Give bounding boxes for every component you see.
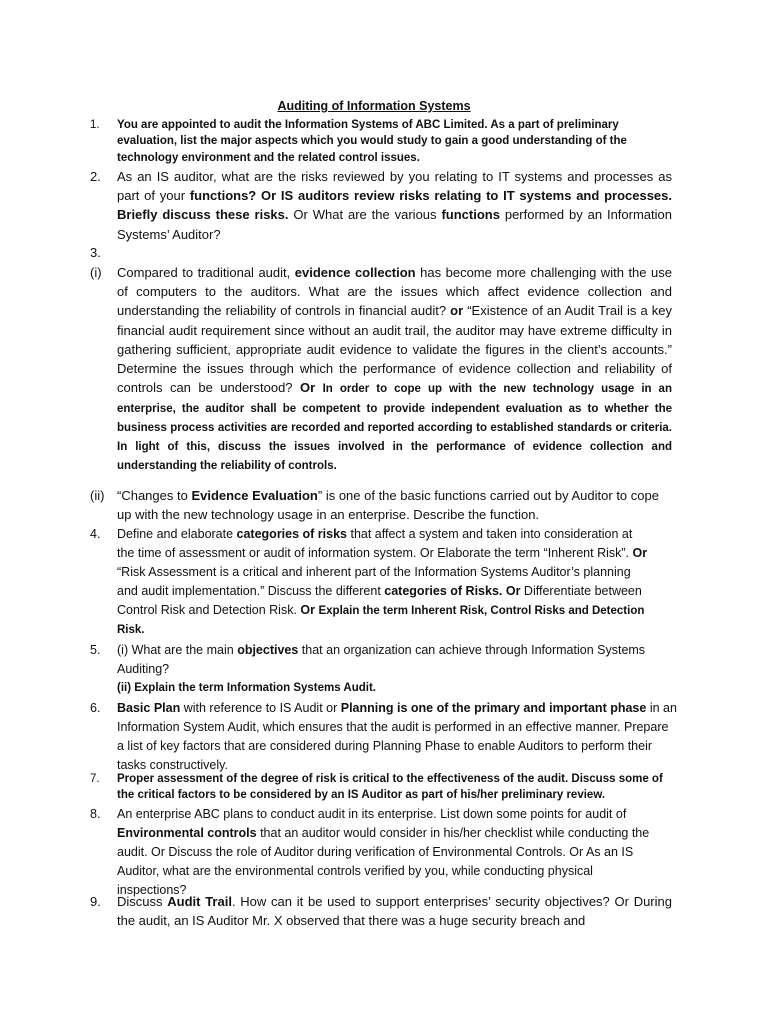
question-number: 5. [90, 643, 101, 657]
question-number: 9. [90, 894, 101, 909]
question-text: As an IS auditor, what are the risks reviewed by you relating to IT systems and processes as part of your functions? Or IS auditors review risks relating to IT systems and processes. Briefly discuss these risks. Or What are the various functions performed by an Information Systems’ Auditor? [117, 169, 673, 242]
question-number: 2. [90, 169, 101, 184]
question-number: 1. [90, 119, 100, 131]
question-text: “Changes to Evidence Evaluation” is one of the basic functions carried out by Auditor to cope up with the new technology usage in an enterprise. Describe the function. [117, 488, 659, 523]
question-text: Discuss Audit Trail. How can it be used to support enterprises’ security objectives? Or During the audit, an IS Auditor Mr. X observed that there was a huge security breach and [117, 894, 672, 929]
question-text-small: Explain the term Inherent Risk, Control Risks and Detection Risk. [117, 604, 645, 636]
question-number: (ii) [90, 488, 105, 503]
question-text: Define and elaborate categories of risks that affect a system and taken into consideration at the time of assessment or audit of information system. Or Elaborate the term “Inherent Risk”. Or “Risk Assessment is a critical and inherent part of the Information Systems Auditor’s planning and audit implementation.” Discuss the different categories of Risks. Or Differentiate between Control Risk and Detection Risk. Or Explain the term Inherent Risk, Control Risks and Detection Risk. [117, 527, 648, 636]
question-number: 6. [90, 701, 101, 715]
question-text-small: In order to cope up with the new technology usage in an enterprise, the auditor shall be competent to provide independent evaluation as to whether the business process activities are recorded and reported according to established standards or criteria. In light of this, discuss the issues involved in the performance of evidence collection and understanding the reliability of controls. [117, 383, 672, 473]
question-number: (i) [90, 265, 102, 280]
question-subpart: (ii) Explain the term Information Systems Audit. [117, 681, 376, 694]
question-text: (i) What are the main objectives that an organization can achieve through Information Systems Auditing? (ii) Explain the term Information Systems Audit. [117, 641, 662, 696]
question-number: 4. [90, 527, 101, 541]
question-number: 8. [90, 807, 101, 821]
question-number: 7. [90, 773, 100, 785]
question-text: Basic Plan with reference to IS Audit or Planning is one of the primary and important phase in an Information System Audit, which ensures that the audit is performed in an effective manner. Prepare a list of key factors that are considered during Planning Phase to enable Auditors to perform their tasks constructively. [117, 701, 677, 772]
question-text: You are appointed to audit the Information Systems of ABC Limited. As a part of preliminary evaluation, list the major aspects which you would study to gain a good understanding of the technology environment and the related control issues. [117, 119, 627, 164]
question-text: An enterprise ABC plans to conduct audit in its enterprise. List down some points for audit of Environmental controls that an auditor would consider in his/her checklist while conducting the audit. Or Discuss the role of Auditor during verification of Environmental Controls. Or As an IS Auditor, what are the environmental controls verified by you, while conducting physical inspections? [117, 807, 650, 897]
question-number: 3. [90, 245, 101, 260]
question-text: Compared to traditional audit, evidence collection has become more challenging with the use of computers to the auditors. What are the issues which affect evidence collection and understanding the reliability of controls in financial audit? or “Existence of an Audit Trail is a key financial audit requirement since without an audit trail, the auditor may have extreme difficulty in gathering sufficient, appropriate audit evidence to validate the figures in the client’s accounts.” Determine the issues through which the performance of evidence collection and reliability of controls can be understood? Or In order to cope up with the new technology usage in an enterprise, the auditor shall be competent to provide independent evaluation as to whether the business process activities are recorded and reported according to established standards or criteria. In light of this, discuss the issues involved in the performance of evidence collection and understanding the reliability of controls. [117, 265, 672, 473]
question-text: Proper assessment of the degree of risk is critical to the effectiveness of the audit. Discuss some of the critical factors to be considered by an IS Auditor as part of his/her preliminary review. [117, 773, 663, 802]
document-title: Auditing of Information Systems [277, 99, 471, 113]
